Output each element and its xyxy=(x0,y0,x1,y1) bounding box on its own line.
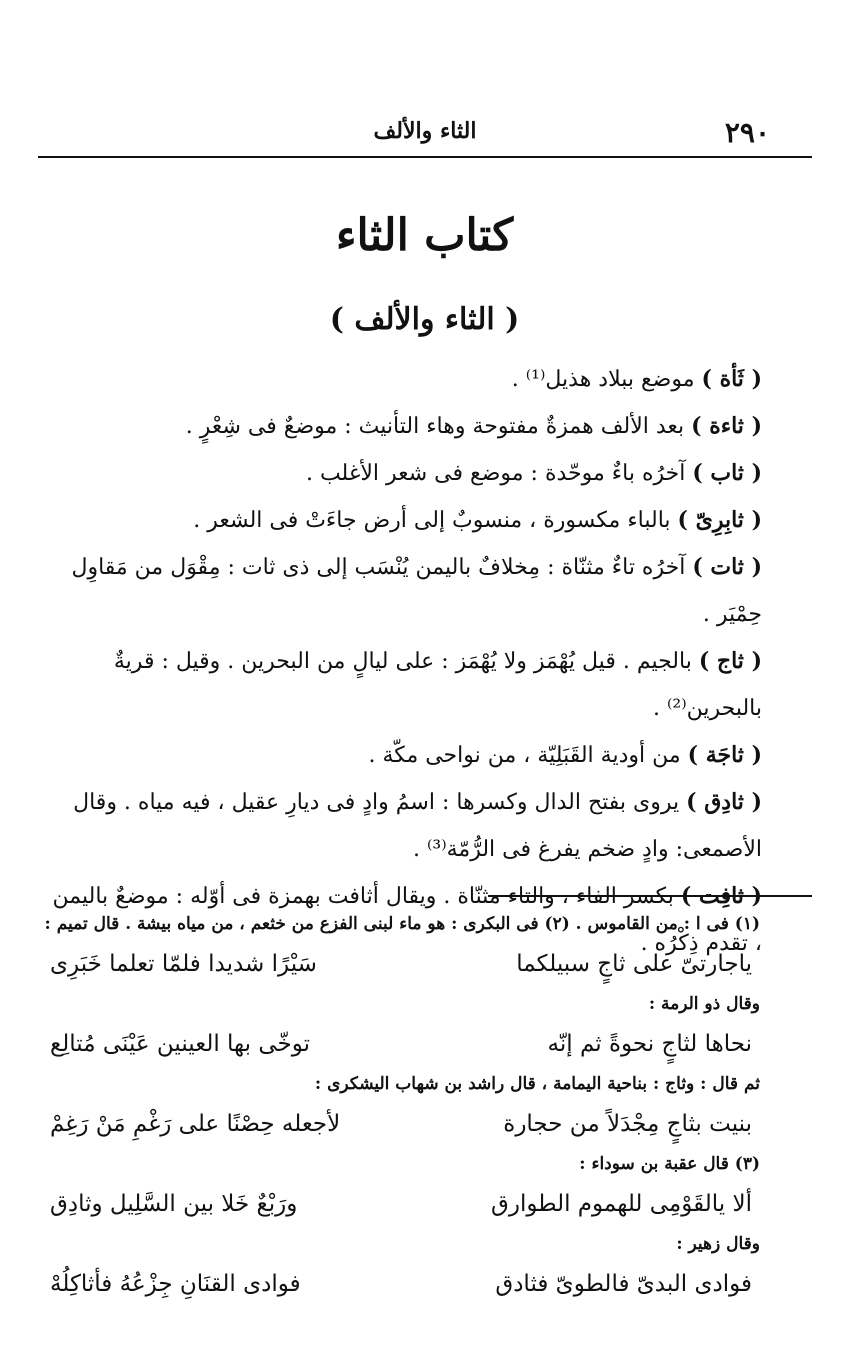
entry-text: بالجيم . قيل يُهْمَز ولا يُهْمَز : على ليالٍ من البحرين . وقيل : قريةٌ بالبحرين⁽²⁾ . xyxy=(113,649,762,721)
verse-first-hemistich: ياجارتىّ على ثاجٍ سبيلكما xyxy=(516,951,752,977)
verse-second-hemistich: فوادى القنَانِ جِزْعُهُ فأثاكِلُهْ xyxy=(50,1271,301,1297)
entry-text: بالباء مكسورة ، منسوبٌ إلى أرض جاءَتْ فى الشعر . xyxy=(193,508,678,533)
verse-first-hemistich: نحاها لثاجٍ نحوةً ثم إنّه xyxy=(547,1031,752,1057)
footnotes xyxy=(40,910,760,1310)
page-header xyxy=(38,112,812,152)
entry-that xyxy=(40,544,762,638)
footnote-line: وقال ذو الرمة : xyxy=(648,994,760,1014)
entry-headword: ( ثادِق ) xyxy=(686,789,762,815)
entry-tha-a xyxy=(40,356,762,403)
verse-line xyxy=(40,1258,760,1310)
entry-thab xyxy=(40,450,762,497)
verse-line xyxy=(40,1178,760,1230)
entry-headword: ( ثاج ) xyxy=(698,648,762,674)
entry-headword: ( ثاءة ) xyxy=(691,413,762,439)
entry-headword: ( ثاجَة ) xyxy=(687,742,762,768)
entry-headword: ( ثافِت ) xyxy=(680,883,762,909)
entry-text: يروى بفتح الدال وكسرها : اسمُ وادٍ فى ديارِ عقيل ، فيه مياه . وقال الأصمعى: وادٍ ضخم يفرغ فى الرُّمّة⁽³⁾ . xyxy=(73,790,762,862)
verse-first-hemistich: بنيت بثاجٍ مِجْدَلاً من حجارة xyxy=(503,1111,752,1137)
footnote-line: وقال زهير : xyxy=(676,1234,760,1254)
entry-thaja xyxy=(40,732,762,779)
entry-text: آخرُه باءٌ موحّدة : موضع فى شعر الأغلب . xyxy=(305,461,693,486)
entry-headword: ( ثاب ) xyxy=(692,460,762,486)
footnote-line: ثم قال : وثاج : بناحية اليمامة ، قال راشد بن شهاب اليشكرى : xyxy=(314,1074,760,1094)
entry-text: بكسر الفاء ، والتاء مثنّاة . ويقال أثافت بهمزة فى أوّله : موضعٌ باليمن ، تقدم ذِكْرُه . xyxy=(52,884,762,956)
verse-second-hemistich: توخّى بها العينين عَيْنَى مُتالِع xyxy=(50,1031,311,1057)
entry-thadiq xyxy=(40,779,762,873)
header-rule xyxy=(38,156,812,158)
running-title: الثاء والألف xyxy=(373,118,477,144)
entry-text: آخرُه تاءٌ مثنّاة : مِخلافٌ باليمن يُنْسَب إلى ذى ثات : مِقْوَل من مَقاوِل حِمْيَر . xyxy=(71,555,762,627)
verse-second-hemistich: سَيْرًا شديدا فلمّا تعلما خَبَرِى xyxy=(50,951,317,977)
entries-list xyxy=(40,356,762,967)
entry-thaa xyxy=(40,403,762,450)
footnote-intro: (١) فى ا : من القاموس . (٢) فى البكرى : هو ماء لبنى الفزع من خثعم ، من مياه بيشة . قال تميم : xyxy=(44,914,760,934)
verse-second-hemistich: ورَبْعٌ خَلا بين السَّلِيل وثادِق xyxy=(50,1191,298,1217)
page-number: ٢٩٠ xyxy=(724,116,770,149)
verse-line xyxy=(40,1098,760,1150)
section-title: ( الثاء والألف ) xyxy=(329,302,520,337)
entry-headword: ( ثابِرِىّ ) xyxy=(677,507,762,533)
entry-text: من أودية القَبَلِيّة ، من نواحى مكّة . xyxy=(368,743,688,768)
verse-line xyxy=(40,1018,760,1070)
verse-first-hemistich: ألا يالقَوْمِى للهموم الطوارق xyxy=(491,1191,752,1217)
book-title: كتاب الثاء xyxy=(335,210,514,261)
entry-thabiri xyxy=(40,497,762,544)
entry-headword: ( ثَأة ) xyxy=(701,366,762,392)
entry-headword: ( ثات ) xyxy=(692,554,762,580)
footnote-line: (٣) قال عقبة بن سوداء : xyxy=(579,1154,760,1174)
footnote-rule xyxy=(488,895,812,897)
entry-text: موضع ببلاد هذيل⁽¹⁾ . xyxy=(511,367,702,392)
entry-thaj xyxy=(40,638,762,732)
verse-second-hemistich: لأجعله حِصْنًا على رَغْمِ مَنْ رَغِمْ xyxy=(50,1111,341,1137)
verse-line xyxy=(40,938,760,990)
verse-first-hemistich: فوادى البدىّ فالطوىّ فثادق xyxy=(495,1271,752,1297)
entry-text: بعد الألف همزةٌ مفتوحة وهاء التأنيث : موضعٌ فى شِعْرٍ . xyxy=(185,414,692,439)
